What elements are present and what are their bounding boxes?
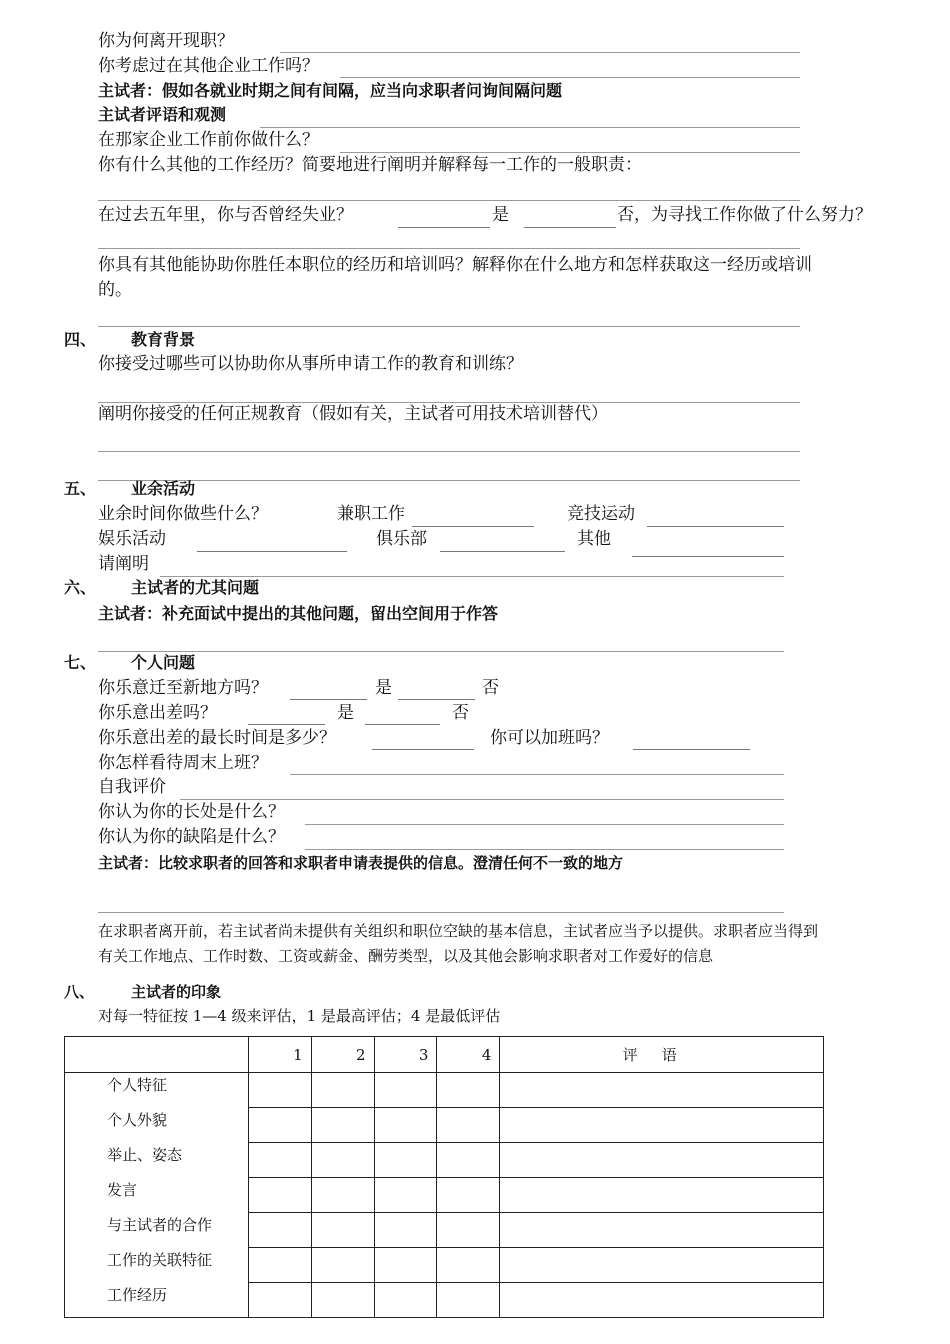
header-score-2: 2 (311, 1037, 374, 1073)
trait-label: 举止、姿态 (107, 1146, 183, 1164)
note-gap: 主试者：假如各就业时期之间有间隔，应当向求职者问询间隔问题 (98, 81, 563, 100)
q-longest-travel: 你乐意出差的最长时间是多少？ (98, 728, 336, 748)
q-training-cont: 的。 (98, 280, 132, 300)
q-other-experience: 你有什么其他的工作经历？简要地进行阐明并解释每一工作的一般职责： (98, 155, 642, 175)
q-other-company: 你考虑过在其他企业工作吗？ (98, 56, 319, 76)
header-comments: 评语 (500, 1037, 824, 1073)
entertainment-label: 娱乐活动 (98, 529, 166, 549)
sec6-note: 主试者：补充面试中提出的其他问题，留出空间用于作答 (98, 604, 499, 623)
sports-blank[interactable] (647, 526, 784, 527)
score-cell[interactable] (311, 1213, 374, 1248)
trait-label: 工作的关联特征 (107, 1251, 213, 1269)
score-cell[interactable] (437, 1213, 500, 1248)
note-comments: 主试者评语和观测 (98, 105, 227, 124)
answer-line[interactable] (98, 651, 784, 652)
sec4-q1: 你接受过哪些可以协助你从事所申请工作的教育和训练？ (98, 354, 523, 374)
trait-label: 工作经历 (107, 1286, 168, 1304)
travel-no-blank[interactable] (365, 724, 440, 725)
answer-line[interactable] (98, 326, 800, 327)
q-why-leave: 你为何离开现职？ (98, 31, 234, 51)
sec5-q1: 业余时间你做些什么？ (98, 504, 268, 524)
relocate-yes-label: 是 (375, 678, 392, 698)
unemployed-yes-label: 是 (492, 205, 509, 225)
trait-label: 与主试者的合作 (107, 1216, 213, 1234)
sec6-title: 主试者的尤其问题 (131, 578, 260, 597)
answer-line[interactable] (305, 849, 784, 850)
other-blank[interactable] (632, 556, 784, 557)
q-travel: 你乐意出差吗？ (98, 703, 217, 723)
parttime-label: 兼职工作 (337, 504, 405, 524)
sec7-note: 主试者：比较求职者的回答和求职者申请表提供的信息。澄清任何不一致的地方 (98, 854, 624, 872)
answer-line[interactable] (98, 912, 784, 913)
answer-line[interactable] (340, 77, 800, 78)
answer-line[interactable] (260, 127, 800, 128)
travel-no-label: 否 (452, 703, 469, 723)
travel-yes-label: 是 (337, 703, 354, 723)
sports-label: 竞技运动 (567, 504, 635, 524)
answer-line[interactable] (98, 480, 800, 481)
q-unemployed: 在过去五年里，你与否曾经失业？ (98, 205, 353, 225)
score-cell[interactable] (437, 1143, 500, 1178)
score-cell[interactable] (248, 1283, 311, 1318)
score-cell[interactable] (311, 1248, 374, 1283)
info-paragraph-line2: 有关工作地点、工作时数、工资或薪金、酬劳类型，以及其他会影响求职者对工作爱好的信息 (98, 947, 714, 965)
answer-line[interactable] (290, 774, 784, 775)
score-cell[interactable] (311, 1178, 374, 1213)
sec8-instructions: 对每一特征按 1—4 级来评估，1 是最高评估；4 是最低评估 (98, 1007, 501, 1025)
q-training: 你具有其他能协助你胜任本职位的经历和培训吗？解释你在什么地方和怎样获取这一经历或培训 (98, 255, 812, 275)
trait-labels (107, 1068, 212, 1313)
comment-cell[interactable] (500, 1248, 824, 1283)
score-cell[interactable] (311, 1283, 374, 1318)
info-paragraph-line1: 在求职者离开前，若主试者尚未提供有关组织和职位空缺的基本信息，主试者应当予以提供。求职者应当得到 (98, 922, 819, 940)
explain-label: 请阐明 (98, 554, 149, 574)
score-cell[interactable] (437, 1073, 500, 1108)
score-cell[interactable] (437, 1283, 500, 1318)
q-overtime: 你可以加班吗？ (490, 728, 609, 748)
comment-cell[interactable] (500, 1178, 824, 1213)
q-weekend: 你怎样看待周末上班？ (98, 753, 268, 773)
unemployed-no-label: 否，为寻找工作你做了什么努力？ (617, 205, 872, 225)
q-relocate: 你乐意迁至新地方吗？ (98, 678, 268, 698)
entertainment-blank[interactable] (197, 551, 347, 552)
answer-line[interactable] (180, 799, 784, 800)
score-cell[interactable] (374, 1283, 437, 1318)
club-blank[interactable] (440, 551, 565, 552)
answer-line[interactable] (305, 824, 784, 825)
q-before-company: 在那家企业工作前你做什么？ (98, 130, 319, 150)
relocate-no-blank[interactable] (398, 699, 475, 700)
travel-yes-blank[interactable] (248, 724, 325, 725)
other-label: 其他 (577, 529, 611, 549)
comment-cell[interactable] (500, 1108, 824, 1143)
score-cell[interactable] (248, 1143, 311, 1178)
unemployed-yes-blank[interactable] (398, 227, 490, 228)
score-cell[interactable] (437, 1108, 500, 1143)
score-cell[interactable] (311, 1143, 374, 1178)
longest-travel-blank[interactable] (372, 749, 474, 750)
score-cell[interactable] (374, 1143, 437, 1178)
sec8-number: 八、 (64, 983, 95, 1001)
sec7-number: 七、 (64, 653, 97, 672)
q-self-evaluation: 自我评价 (98, 777, 166, 797)
sec5-title: 业余活动 (131, 479, 196, 498)
score-cell[interactable] (311, 1073, 374, 1108)
sec8-title: 主试者的印象 (131, 983, 222, 1001)
sec4-title: 教育背景 (131, 330, 196, 349)
score-cell[interactable] (248, 1108, 311, 1143)
comment-cell[interactable] (500, 1073, 824, 1108)
header-score-4: 4 (437, 1037, 500, 1073)
trait-label: 个人特征 (107, 1076, 168, 1094)
answer-line[interactable] (98, 200, 800, 201)
score-cell[interactable] (374, 1213, 437, 1248)
answer-line[interactable] (280, 52, 800, 53)
comment-cell[interactable] (500, 1213, 824, 1248)
sec4-number: 四、 (64, 330, 97, 349)
score-cell[interactable] (248, 1248, 311, 1283)
club-label: 俱乐部 (376, 529, 427, 549)
overtime-blank[interactable] (633, 749, 750, 750)
answer-line[interactable] (98, 451, 800, 452)
q-weaknesses: 你认为你的缺陷是什么？ (98, 827, 285, 847)
sec4-q2: 阐明你接受的任何正规教育（假如有关，主试者可用技术培训替代） (98, 404, 608, 424)
sec5-number: 五、 (64, 479, 97, 498)
score-cell[interactable] (374, 1073, 437, 1108)
score-cell[interactable] (248, 1213, 311, 1248)
sec6-number: 六、 (64, 578, 97, 597)
score-cell[interactable] (374, 1178, 437, 1213)
header-score-3: 3 (374, 1037, 437, 1073)
score-cell[interactable] (248, 1178, 311, 1213)
score-cell[interactable] (374, 1248, 437, 1283)
parttime-blank[interactable] (412, 526, 534, 527)
answer-line[interactable] (98, 248, 800, 249)
comment-cell[interactable] (500, 1283, 824, 1318)
comment-cell[interactable] (500, 1143, 824, 1178)
relocate-no-label: 否 (482, 678, 499, 698)
answer-line[interactable] (340, 152, 800, 153)
sec7-title: 个人问题 (131, 653, 196, 672)
header-score-1: 1 (248, 1037, 311, 1073)
score-cell[interactable] (437, 1178, 500, 1213)
trait-label: 发言 (107, 1181, 138, 1199)
score-cell[interactable] (248, 1073, 311, 1108)
score-cell[interactable] (311, 1108, 374, 1143)
relocate-yes-blank[interactable] (290, 699, 367, 700)
unemployed-no-blank[interactable] (524, 227, 616, 228)
score-cell[interactable] (374, 1108, 437, 1143)
trait-label: 个人外貌 (107, 1111, 168, 1129)
score-cell[interactable] (437, 1248, 500, 1283)
q-strengths: 你认为你的长处是什么？ (98, 802, 285, 822)
